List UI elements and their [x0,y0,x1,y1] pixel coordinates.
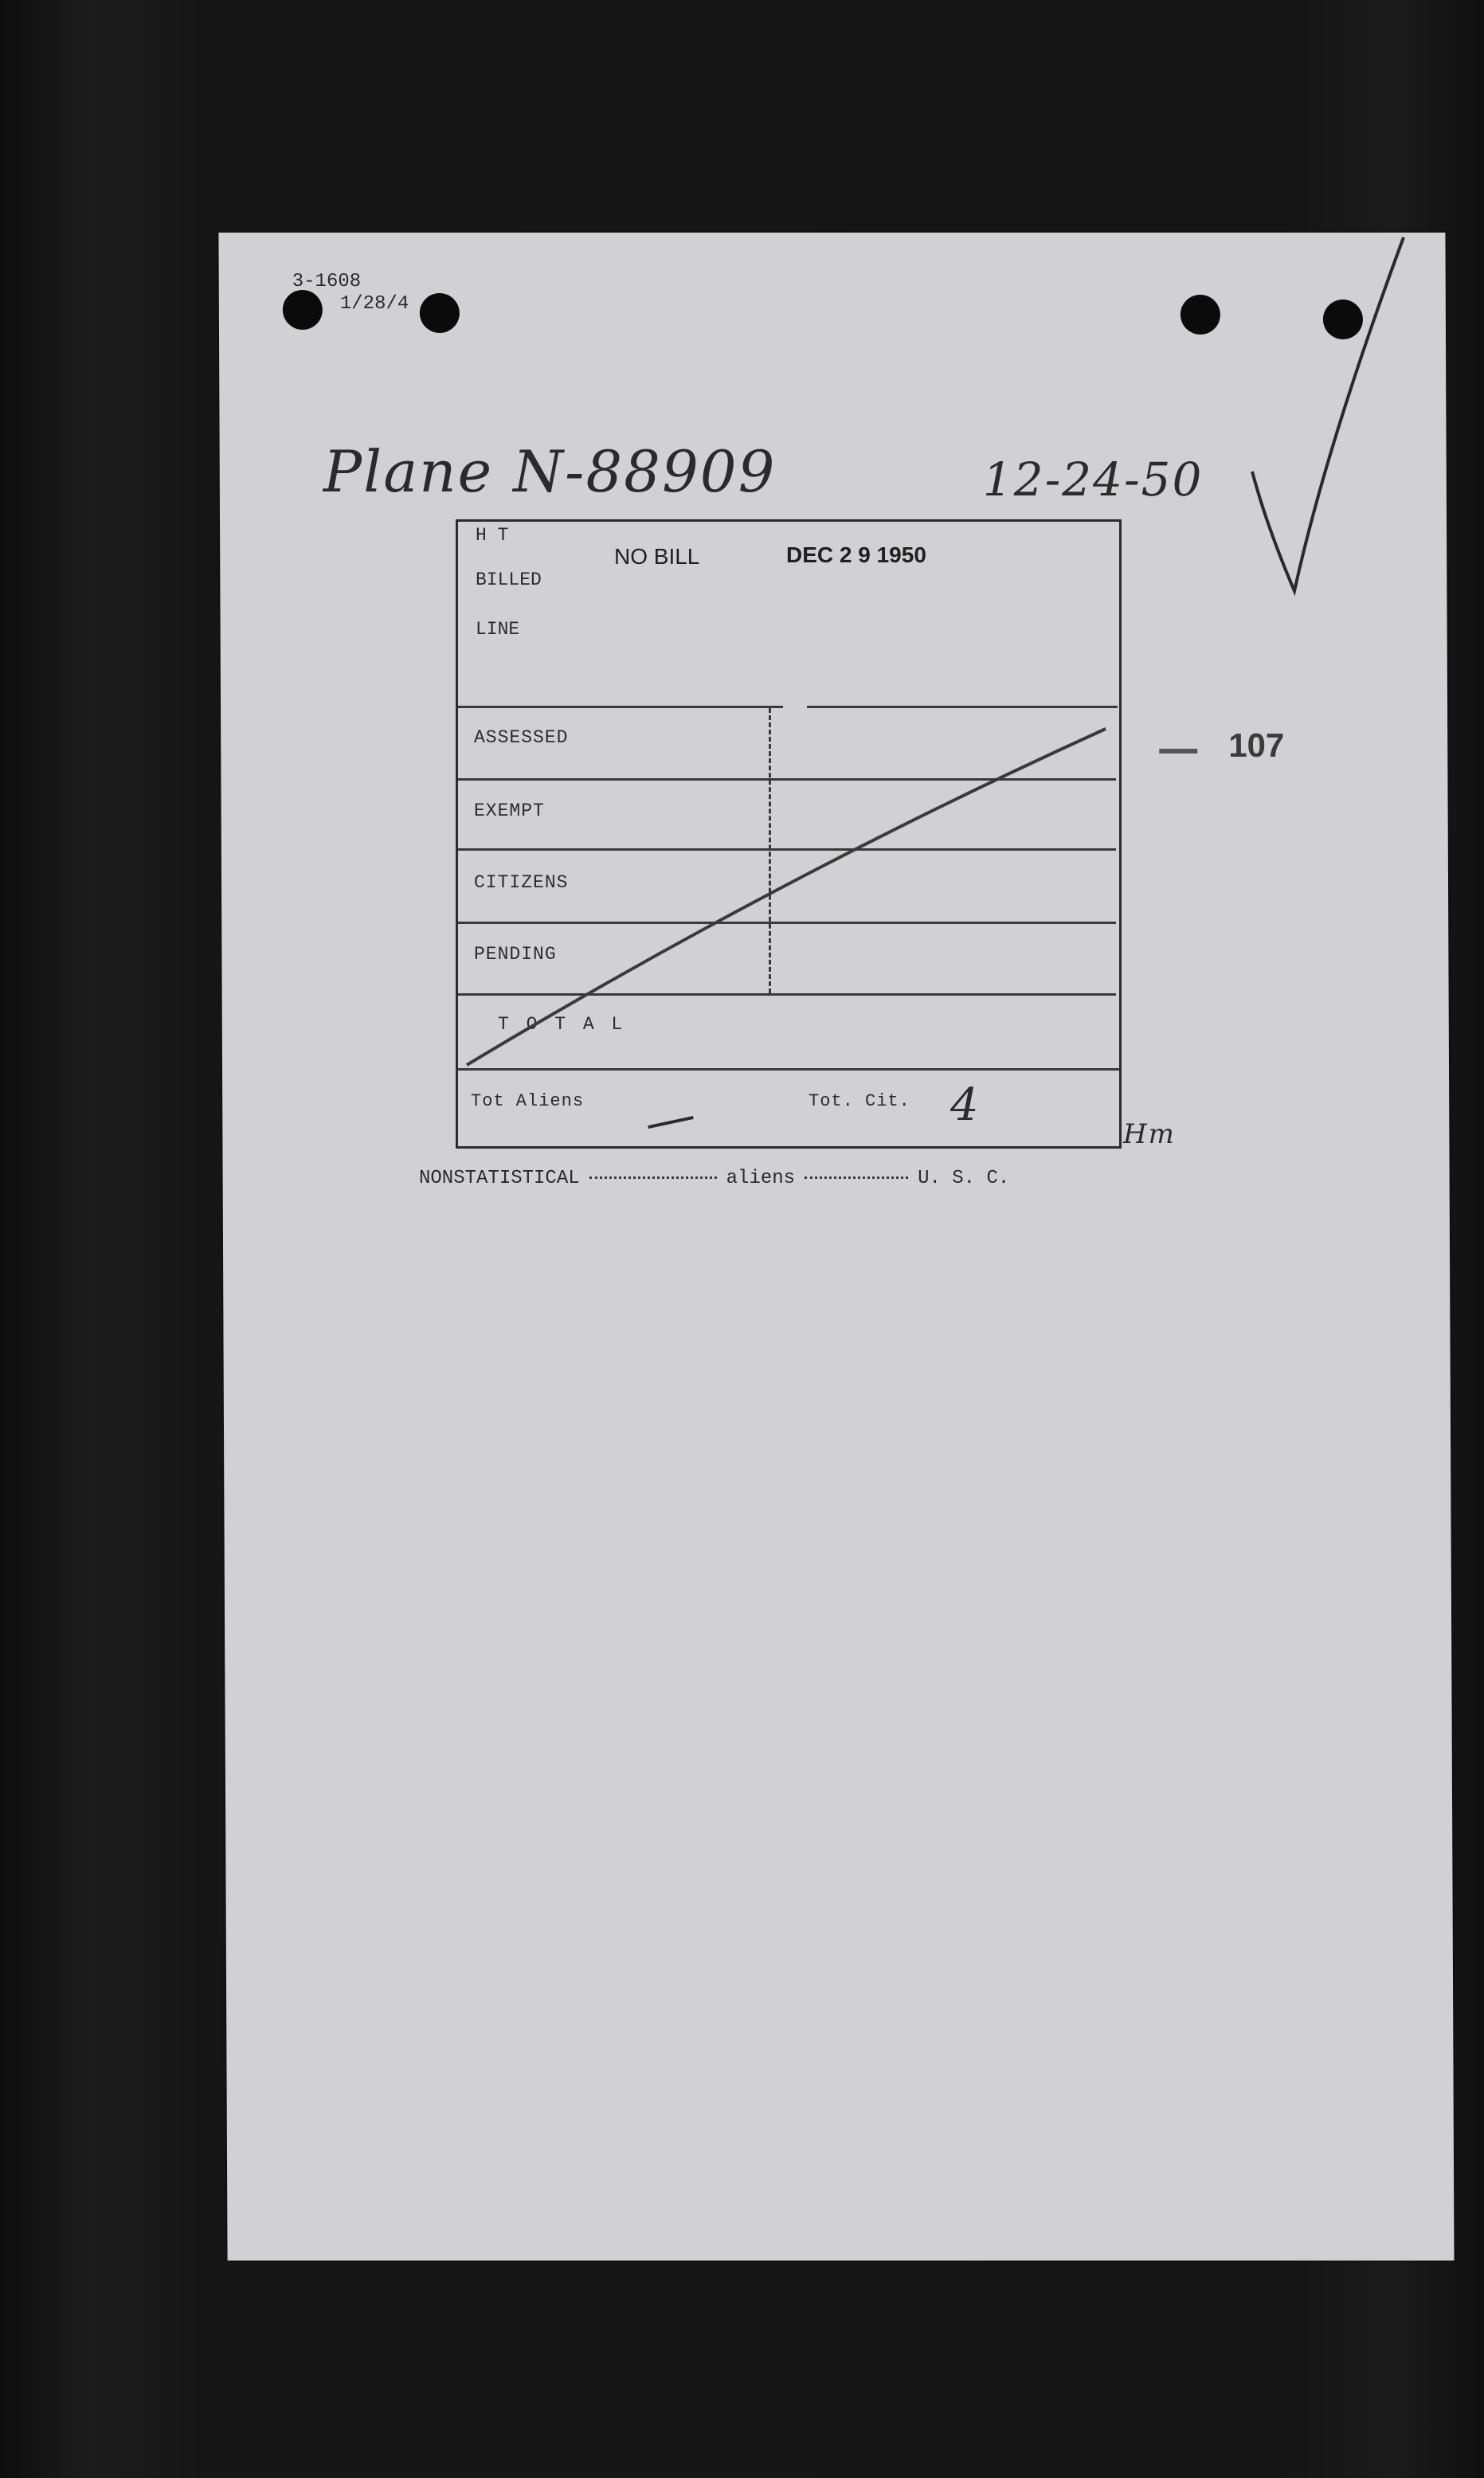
nonstatistical-label: NONSTATISTICAL [419,1168,580,1189]
tot-cit-label: Tot. Cit. [809,1091,910,1111]
handwritten-date: 12-24-50 [982,452,1204,507]
check-mark [1252,237,1404,591]
row-label-exempt: EXEMPT [474,801,545,821]
aliens-label: aliens [726,1168,796,1189]
cancel-diagonal-line [467,729,1106,1065]
form-date: 1/28/4 [339,293,409,315]
row-label-assessed: ASSESSED [474,727,569,748]
no-bill-stamp: NO BILL [614,544,700,569]
billed-label: BILLED [476,570,542,590]
initials: Hm [1123,1118,1176,1150]
tot-cit-value: 4 [950,1079,981,1131]
row-label-pending: PENDING [474,944,557,965]
plane-number: Plane N-88909 [323,438,777,505]
date-stamp: DEC 2 9 1950 [786,542,926,567]
tot-aliens-label: Tot Aliens [471,1091,585,1111]
total-label: T O T A L [498,1014,626,1035]
usc-label: U. S. C. [918,1168,1010,1189]
form-number: 3-1608 [292,271,362,292]
line-label: LINE [476,619,520,640]
ht-label: H T [476,525,509,546]
side-number: 107 [1228,726,1285,764]
row-label-citizens: CITIZENS [474,872,569,893]
